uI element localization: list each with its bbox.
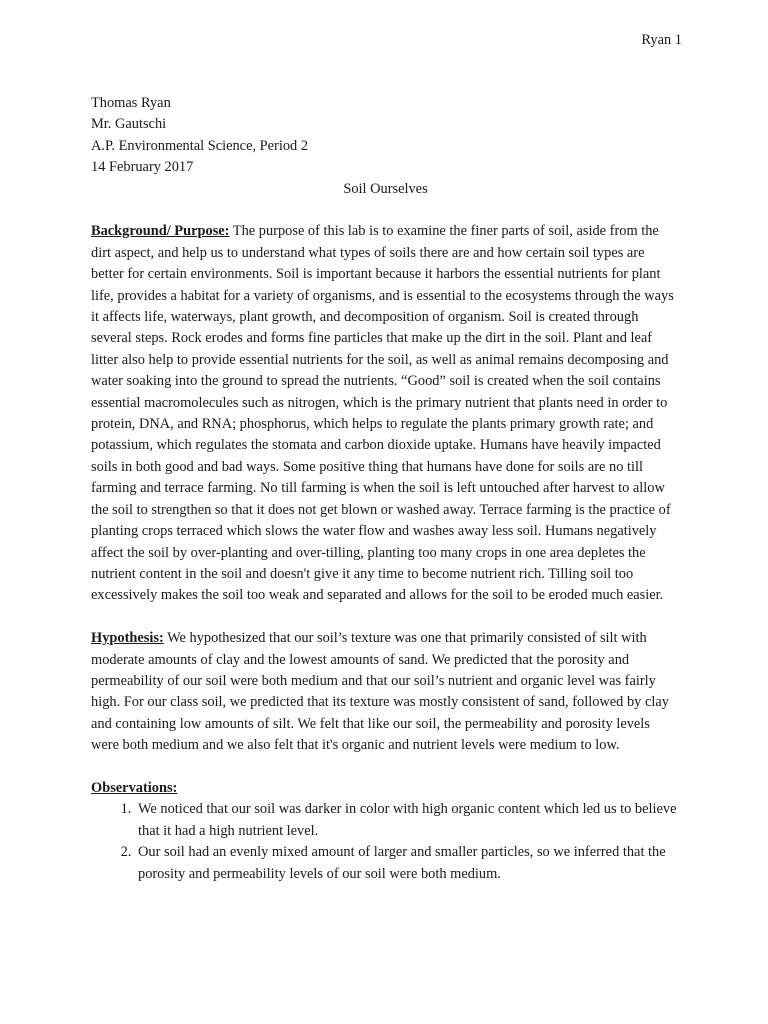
background-label: Background/ Purpose: [91,223,230,240]
background-section [91,221,680,606]
observations-list [91,799,680,885]
observations-section [91,778,680,885]
course-name: A.P. Environmental Science, Period 2 [91,137,309,154]
list-item: 2. Our soil had an evenly mixed amount of larger and smaller particles, so we inferred that the porosity and permeability levels of our soil were both medium. [135,842,680,885]
page-header: Ryan 1 [641,32,682,48]
student-name: Thomas Ryan [91,95,171,111]
document-date: 14 February 2017 [91,159,194,176]
document-body [91,93,680,885]
background-text: The purpose of this lab is to examine the finer parts of soil, aside from the dirt aspect, and help us to understand what types of soils there are and how certain soil types are better for certain environments. Soil is important because it harbors the essential nutrients for plant life, provides a habitat for a variety of organisms, and is essential to the ecosystems through the ways it affects life, waterways, plant growth, and decomposition of organism. Soil is created through several steps. Rock erodes and forms fine particles that make up the dirt in the soil. Plant and leaf litter also help to provide essential nutrients for the soil, as well as animal remains decomposing and water soaking into the ground to spread the nutrients. “Good” soil is created when the soil contains essential macromolecules such as nitrogen, which is the primary nutrient that plants need in order to protein, DNA, and RNA; phosphorus, which helps to regulate the plants primary growth rate; and potassium, which regulates the stomata and carbon dioxide uptake. Humans have heavily impacted soils in both good and bad ways. Some positive thing that humans have done for soils are no till farming and terrace farming. No till farming is when the soil is left untouched after harvest to allow the soil to strengthen so that it does not get blown or washed away. Terrace farming is the practice of planting crops terraced which slows the water flow and washes away less soil. Humans negatively affect the soil by over-planting and over-tilling, planting too many crops in one area depletes the nutrient content in the soil and doesn't give it any time to become nutrient rich. Tilling soil too excessively makes the soil too weak and separated and allows for the soil to be eroded much easier. [91,223,674,604]
mla-heading [91,93,680,179]
hypothesis-section [91,628,680,756]
hypothesis-label: Hypothesis: [91,630,164,647]
teacher-name: Mr. Gautschi [91,116,167,133]
list-item: 1. We noticed that our soil was darker in color with high organic content which led us to believe that it had a high nutrient level. [135,799,680,842]
observations-label: Observations: [91,779,178,796]
hypothesis-text: We hypothesized that our soil’s texture was one that primarily consisted of silt with moderate amounts of clay and the lowest amounts of sand. We predicted that the porosity and permeability of our soil were both medium and that our soil’s nutrient and organic level was fairly high. For our class soil, we predicted that its texture was mostly consistent of sand, followed by clay and containing low amounts of silt. We felt that like our soil, the permeability and porosity levels were both medium and we also felt that it's organic and nutrient levels were medium to low. [91,630,669,754]
document-title: Soil Ourselves [343,180,428,197]
